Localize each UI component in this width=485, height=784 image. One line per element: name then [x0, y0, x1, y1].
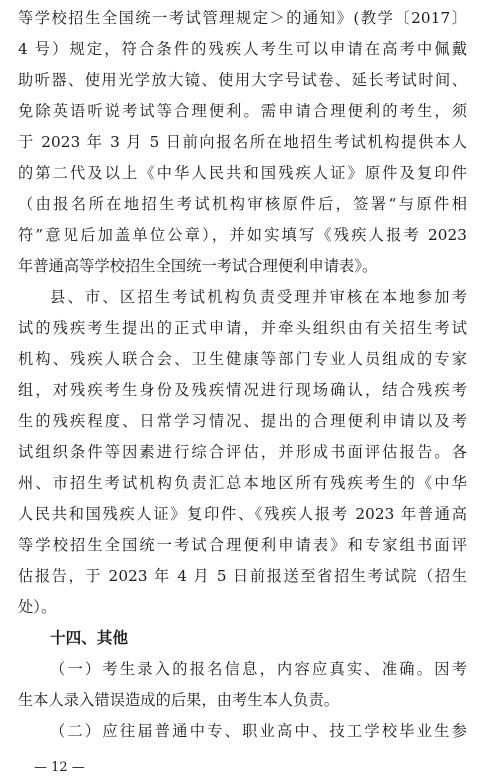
- text-line: 试组织条件等因素进行综合评估，并形成书面评估报告。各: [18, 443, 467, 461]
- text-line: 年普通高等学校招生全国统一考试合理便利申请表》。: [18, 257, 378, 275]
- page-number: — 12 —: [34, 760, 85, 775]
- text-line: （由报名所在地招生考试机构审核原件后，签署“与原件相: [18, 195, 467, 213]
- text-line: 机构、残疾人联合会、卫生健康等部门专业人员组成的专家: [18, 350, 467, 368]
- text-line: 人民共和国残疾人证》复印件、《残疾人报考 2023 年普通高: [18, 505, 467, 523]
- text-line: 的第二代及以上《中华人民共和国残疾人证》原件及复印件: [18, 164, 467, 182]
- paragraph-first-line: （一）考生录入的报名信息，内容应真实、准确。因考: [50, 660, 467, 678]
- text-line: 生的残疾程度、日常学习情况、提出的合理便利申请以及考: [18, 412, 467, 430]
- text-line: 等学校招生全国统一考试管理规定＞的通知》(教学〔2017〕: [18, 9, 467, 27]
- paragraph-first-line: 县、市、区招生考试机构负责受理并审核在本地参加考: [50, 288, 467, 306]
- section-heading: 十四、其他: [50, 628, 128, 647]
- text-line: 于 2023 年 3 月 5 日前向报名所在地招生考试机构提供本人: [18, 133, 467, 151]
- text-line: 生本人录入错误造成的后果，由考生本人负责。: [18, 691, 340, 709]
- paragraph-first-line: （二）应往届普通中专、职业高中、技工学校毕业生参: [50, 722, 467, 740]
- text-line: 州、市招生考试机构负责汇总本地区所有残疾考生的《中华: [18, 474, 467, 492]
- text-line: 免除英语听说考试等合理便利。需申请合理便利的考生，须: [18, 102, 467, 120]
- text-line: 等学校招生全国统一考试合理便利申请表》和专家组书面评: [18, 536, 467, 554]
- text-line: 估报告，于 2023 年 4 月 5 日前报送至省招生考试院（招生: [18, 567, 467, 585]
- text-line: 符”意见后加盖单位公章），并如实填写《残疾人报考 2023: [18, 226, 467, 244]
- text-line: 处）。: [18, 598, 57, 616]
- text-line: 组，对残疾考生身份及残疾情况进行现场确认，结合残疾考: [18, 381, 467, 399]
- text-line: 试的残疾考生提出的正式申请，并牵头组织由有关招生考试: [18, 319, 467, 337]
- text-line: 4 号）规定，符合条件的残疾人考生可以申请在高考中佩戴: [18, 40, 467, 58]
- text-line: 助听器、使用光学放大镜、使用大字号试卷、延长考试时间、: [18, 71, 467, 89]
